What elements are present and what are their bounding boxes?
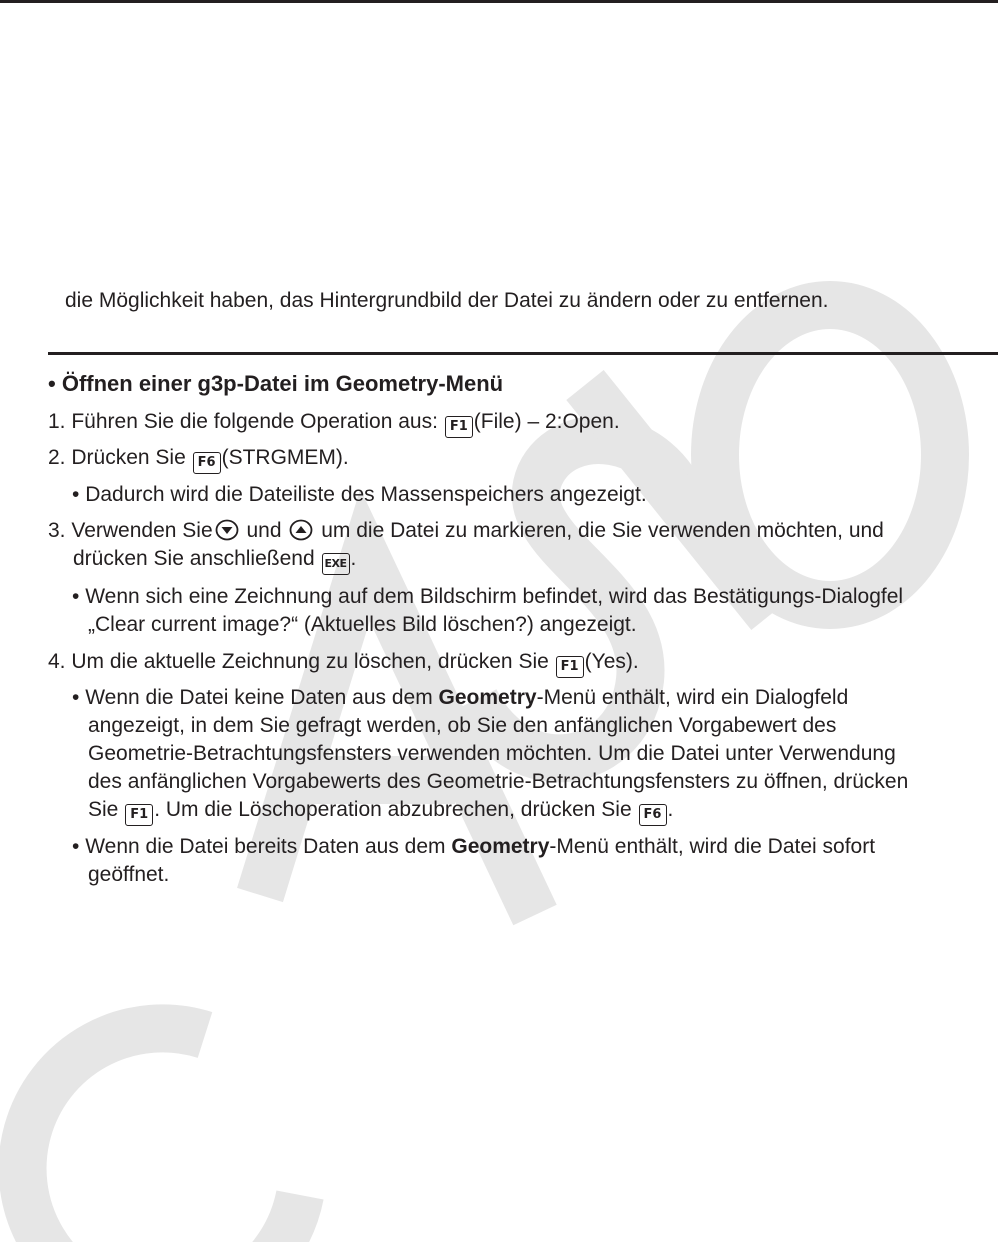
up-arrow-key-icon bbox=[289, 519, 313, 541]
step-4: 4. Um die aktuelle Zeichnung zu löschen, drücken Sie F1 (Yes). bbox=[48, 649, 639, 678]
down-arrow-key-icon bbox=[215, 519, 239, 541]
f1-key-icon: F1 bbox=[125, 804, 153, 826]
geometry-menu-name: Geometry bbox=[438, 686, 537, 709]
step-3-note-line-2: „Clear current image?“ (Aktuelles Bild löschen?) angezeigt. bbox=[88, 613, 637, 636]
step-3-line-2: drücken Sie anschließend EXE . bbox=[73, 546, 356, 575]
step-4-note-1-line-5: Sie F1 . Um die Löschoperation abzubrechen, drücken Sie F6 . bbox=[88, 797, 673, 826]
step-4-note-2: • Wenn die Datei bereits Daten aus dem Geometry-Menü enthält, wird die Datei sofort bbox=[72, 835, 876, 858]
step-2-note: • Dadurch wird die Dateiliste des Massenspeichers angezeigt. bbox=[72, 483, 647, 506]
heading-title: Öffnen einer g3p-Datei im Geometry-Menü bbox=[61, 371, 504, 396]
f1-key-icon: F1 bbox=[445, 416, 473, 438]
step-4-note-1-line-4: des anfänglichen Vorgabewerts des Geometrie-Betrachtungsfensters zu öffnen, drücken bbox=[88, 770, 909, 793]
step-1: 1. Führen Sie die folgende Operation aus: F1 (File) – 2:Open. bbox=[48, 409, 620, 438]
step-2: 2. Drücken Sie F6 (STRGMEM). bbox=[48, 445, 349, 474]
step-4-note-1: • Wenn die Datei keine Daten aus dem Geometry-Menü enthält, wird ein Dialogfeld bbox=[72, 686, 849, 709]
step-4-note-1-line-3: Geometrie-Betrachtungsfensters verwenden möchten. Um die Datei unter Verwendung bbox=[88, 742, 896, 765]
exe-key-icon: EXE bbox=[322, 553, 350, 575]
geometry-menu-name: Geometry bbox=[451, 835, 550, 858]
step-3-note: • Wenn sich eine Zeichnung auf dem Bildschirm befindet, wird das Bestätigungs-Dialogfel bbox=[72, 585, 904, 608]
step-4-note-1-line-2: angezeigt, in dem Sie gefragt werden, ob Sie den anfänglichen Vorgabewert des bbox=[88, 714, 837, 737]
f1-key-icon: F1 bbox=[556, 656, 584, 678]
section-heading bbox=[48, 371, 503, 397]
heading-bullet: • bbox=[48, 371, 56, 396]
section-rule bbox=[48, 352, 998, 355]
f6-key-icon: F6 bbox=[193, 452, 221, 474]
step-4-note-2-line-2: geöffnet. bbox=[88, 863, 170, 886]
f6-key-icon: F6 bbox=[639, 804, 667, 826]
intro-line: die Möglichkeit haben, das Hintergrundbild der Datei zu ändern oder zu entfernen. bbox=[65, 289, 829, 312]
step-3: 3. Verwenden Sie und um die Datei zu markieren, die Sie verwenden möchten, und bbox=[48, 519, 884, 542]
